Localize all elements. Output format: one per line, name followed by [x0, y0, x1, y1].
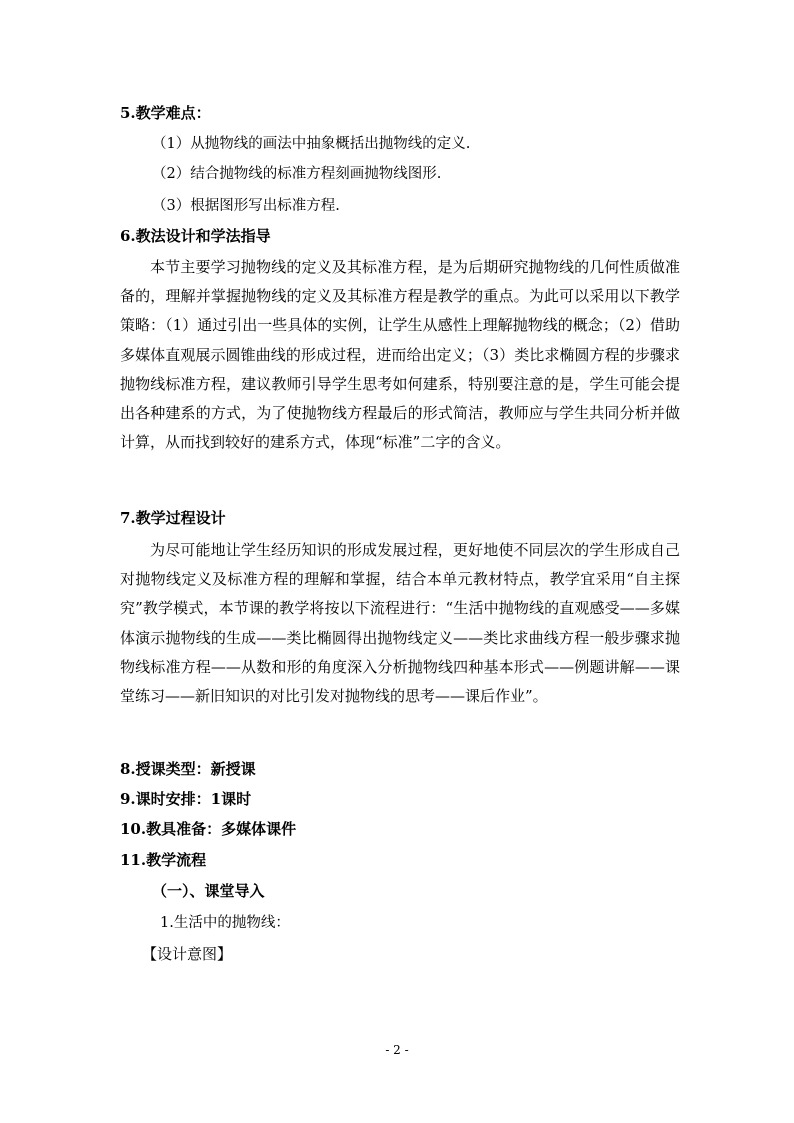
section-6-paragraph: 本节主要学习抛物线的定义及其标准方程，是为后期研究抛物线的几何性质做准备的，理解并掌握抛物线的定义及其标准方程是教学的重点。为此可以采用以下教学策略：（1）通过引出一些具体的实例，让学生从感性上理解抛物线的概念；（2）借助多媒体直观展示圆锥曲线的形成过程，进而给出定义；（3）类比求椭圆方程的步骤求抛物线标准方程，建议教师引导学生思考如何建系，特别要注意的是，学生可能会提出各种建系的方式，为了使抛物线方程最后的形式简洁，教师应与学生共同分析并做计算，从而找到较好的建系方式，体现“标准”二字的含义。 [120, 258, 680, 452]
section-7-paragraph: 为尽可能地让学生经历知识的形成发展过程，更好地使不同层次的学生形成自己对抛物线定义及标准方程的理解和掌握，结合本单元教材特点，教学宜采用“自主探究”教学模式，本节课的教学将按以下流程进行：“生活中抛物线的直观感受——多媒体演示抛物线的生成——类比椭圆得出抛物线定义——类比求曲线方程一般步骤求抛物线标准方程——从数和形的角度深入分析抛物线四种基本形式——例题讲解——课堂练习——新旧知识的对比引发对抛物线的思考——课后作业”。 [120, 541, 680, 706]
section-11-heading: 11.教学流程 [120, 851, 207, 869]
section-5-heading: 5.教学难点： [120, 104, 211, 122]
section-7-heading: 7.教学过程设计 [120, 509, 226, 527]
section-5-item-1: （1）从抛物线的画法中抽象概括出抛物线的定义. [152, 136, 471, 152]
design-intent-label: 【设计意图】 [142, 945, 233, 963]
section-8-heading: 8.授课类型：新授课 [120, 760, 256, 778]
section-5-item-2: （2）结合抛物线的标准方程刻画抛物线图形. [152, 166, 442, 182]
section-11-subheading: （一）、课堂导入 [152, 882, 265, 900]
section-6-heading: 6.教法设计和学法指导 [120, 227, 271, 245]
page-number: - 2 - [385, 1043, 409, 1057]
section-5-item-3: （3）根据图形写出标准方程. [152, 198, 340, 214]
section-9-heading: 9.课时安排：1课时 [120, 790, 252, 808]
section-11-item-1: 1.生活中的抛物线： [160, 915, 290, 931]
section-10-heading: 10.教具准备：多媒体课件 [120, 820, 297, 838]
